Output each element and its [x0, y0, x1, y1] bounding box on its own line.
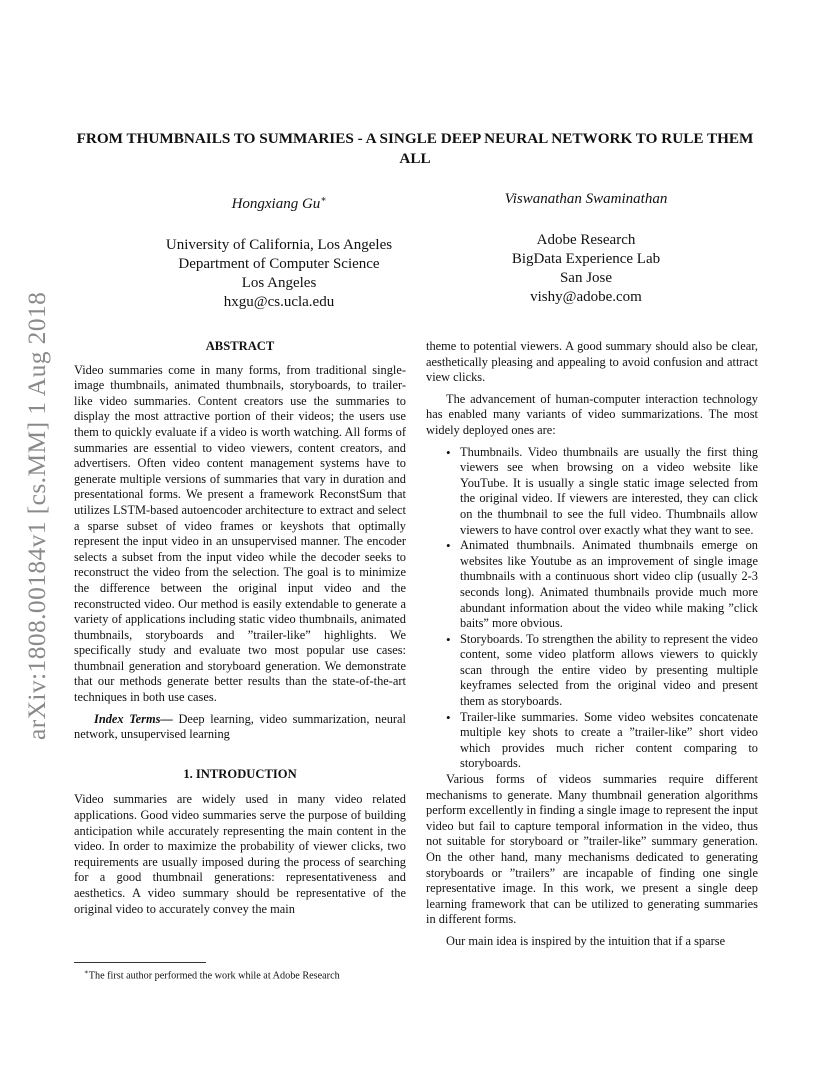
- author-2-department: BigData Experience Lab: [511, 251, 661, 267]
- intro-paragraph-3: Various forms of videos summaries require different mechanisms to generate. Many thumbnail generation algorithms perform excellently in finding a single image to represent the input video but fail to capture temporal information in the video, thus not suitable for storyboard or ”trailer-like” summary generation. On the other hand, many mechanisms dedicated to generating storyboards or ”trailers” are incapable of finding one single representative image. In this work, we present a single deep learning framework that can be utilized to generating summaries in different forms.: [426, 772, 758, 927]
- intro-paragraph-2: The advancement of human-computer interaction technology has enabled many variants of video summarizations. The most widely deployed ones are:: [426, 391, 758, 437]
- summary-types-list: [426, 445, 758, 772]
- arxiv-identifier: arXiv:1808.00184v1 [cs.MM] 1 Aug 2018: [22, 291, 51, 740]
- abstract-heading: ABSTRACT: [205, 339, 275, 353]
- paper-title: FROM THUMBNAILS TO SUMMARIES - A SINGLE DEEP NEURAL NETWORK TO RULE THEM ALL: [76, 130, 754, 167]
- author-2-name: Viswanathan Swaminathan: [504, 191, 668, 207]
- list-item: • Storyboards. To strengthen the ability to represent the video content, some video platform allows viewers to quickly scan through the entire video by presenting multiple keyframes selected from the original video and present them as storyboards.: [460, 632, 758, 710]
- abstract-text: Video summaries come in many forms, from traditional single-image thumbnails, animated thumbnails, storyboards, to trailer-like video summaries. Content creators use the summaries to display the most attractive portion of their videos; the users use them to quickly evaluate if a video is worth watching. All forms of summaries are essential to video viewers, content creators, and advertisers. Often video content management systems have to generate multiple versions of summaries that vary in duration and presentational forms. We present a framework ReconstSum that utilizes LSTM-based autoencoder architecture to extract and select a sparse subset of video frames or keyshots that optimally represent the input video in an unsupervised manner. The encoder selects a subset from the input video while the decoder seeks to reconstruct the video from the selection. The goal is to minimize the difference between the original input video and the reconstructed video. Our method is easily extendable to generate a variety of applications including static video thumbnails, animated thumbnails, storyboards and ”trailer-like” highlights. We specifically study and evaluate two most popular use cases: thumbnail generation and storyboard generation. We demonstrate that our methods generate better results than the state-of-the-art techniques in both use cases.: [74, 362, 406, 705]
- author-2: [470, 190, 702, 307]
- author-2-email[interactable]: vishy@adobe.com: [530, 289, 642, 305]
- intro-paragraph-1-continued: theme to potential viewers. A good summary should also be clear, aesthetically pleasing and appealing to avoid confusion and attract view clicks.: [426, 339, 758, 385]
- author-2-city: San Jose: [559, 270, 613, 286]
- author-1-institution: University of California, Los Angeles: [165, 237, 393, 253]
- footnote: ∗The first author performed the work while at Adobe Research: [84, 968, 340, 982]
- introduction-heading: 1. INTRODUCTION: [183, 766, 297, 781]
- left-column: [74, 339, 406, 917]
- intro-paragraph-1: Video summaries are widely used in many video related applications. Good video summaries serve the purpose of building anticipation while accurately representing the main content in the video. In order to maximize the probability of viewer clicks, two requirements are usually imposed during the process of searching for a good thumbnail generations: representativeness and aesthetics. A video summary should be representative of the original video to accurately convey the main: [74, 792, 406, 916]
- list-item: • Thumbnails. Video thumbnails are usually the first thing viewers see when browsing on a video website like YouTube. It is usually a single static image selected from the original video. If viewers are interested, they can click on the thumbnail to see the full video. Thumbnails allow viewers to have control over exactly what they want to see.: [460, 445, 758, 539]
- author-1-department: Department of Computer Science: [178, 256, 380, 272]
- index-terms-label: Index Terms—: [94, 711, 173, 726]
- author-1-name: Hongxiang Gu∗: [231, 194, 327, 212]
- index-terms-text: Deep learning, video summarization, neural network, unsupervised learning: [74, 711, 406, 742]
- footnote-divider: [74, 962, 206, 963]
- list-item: • Trailer-like summaries. Some video websites concatenate multiple key shots to create a ”trailer-like” short video which provides much richer content comparing to storyboards.: [460, 710, 758, 772]
- author-1-email[interactable]: hxgu@cs.ucla.edu: [223, 294, 335, 310]
- right-column: [426, 339, 758, 950]
- index-terms: [74, 712, 406, 743]
- author-2-institution: Adobe Research: [536, 232, 636, 248]
- author-1: [150, 190, 408, 312]
- intro-paragraph-4: Our main idea is inspired by the intuition that if a sparse: [446, 933, 726, 948]
- list-item: • Animated thumbnails. Animated thumbnails emerge on websites like Youtube as an improvement of single image thumbnails with a continuous short video clip (usually 2-3 seconds long). Animated thumbnails provide much more abundant information about the video while making ”click baits” more obvious.: [460, 538, 758, 632]
- author-1-city: Los Angeles: [241, 275, 317, 291]
